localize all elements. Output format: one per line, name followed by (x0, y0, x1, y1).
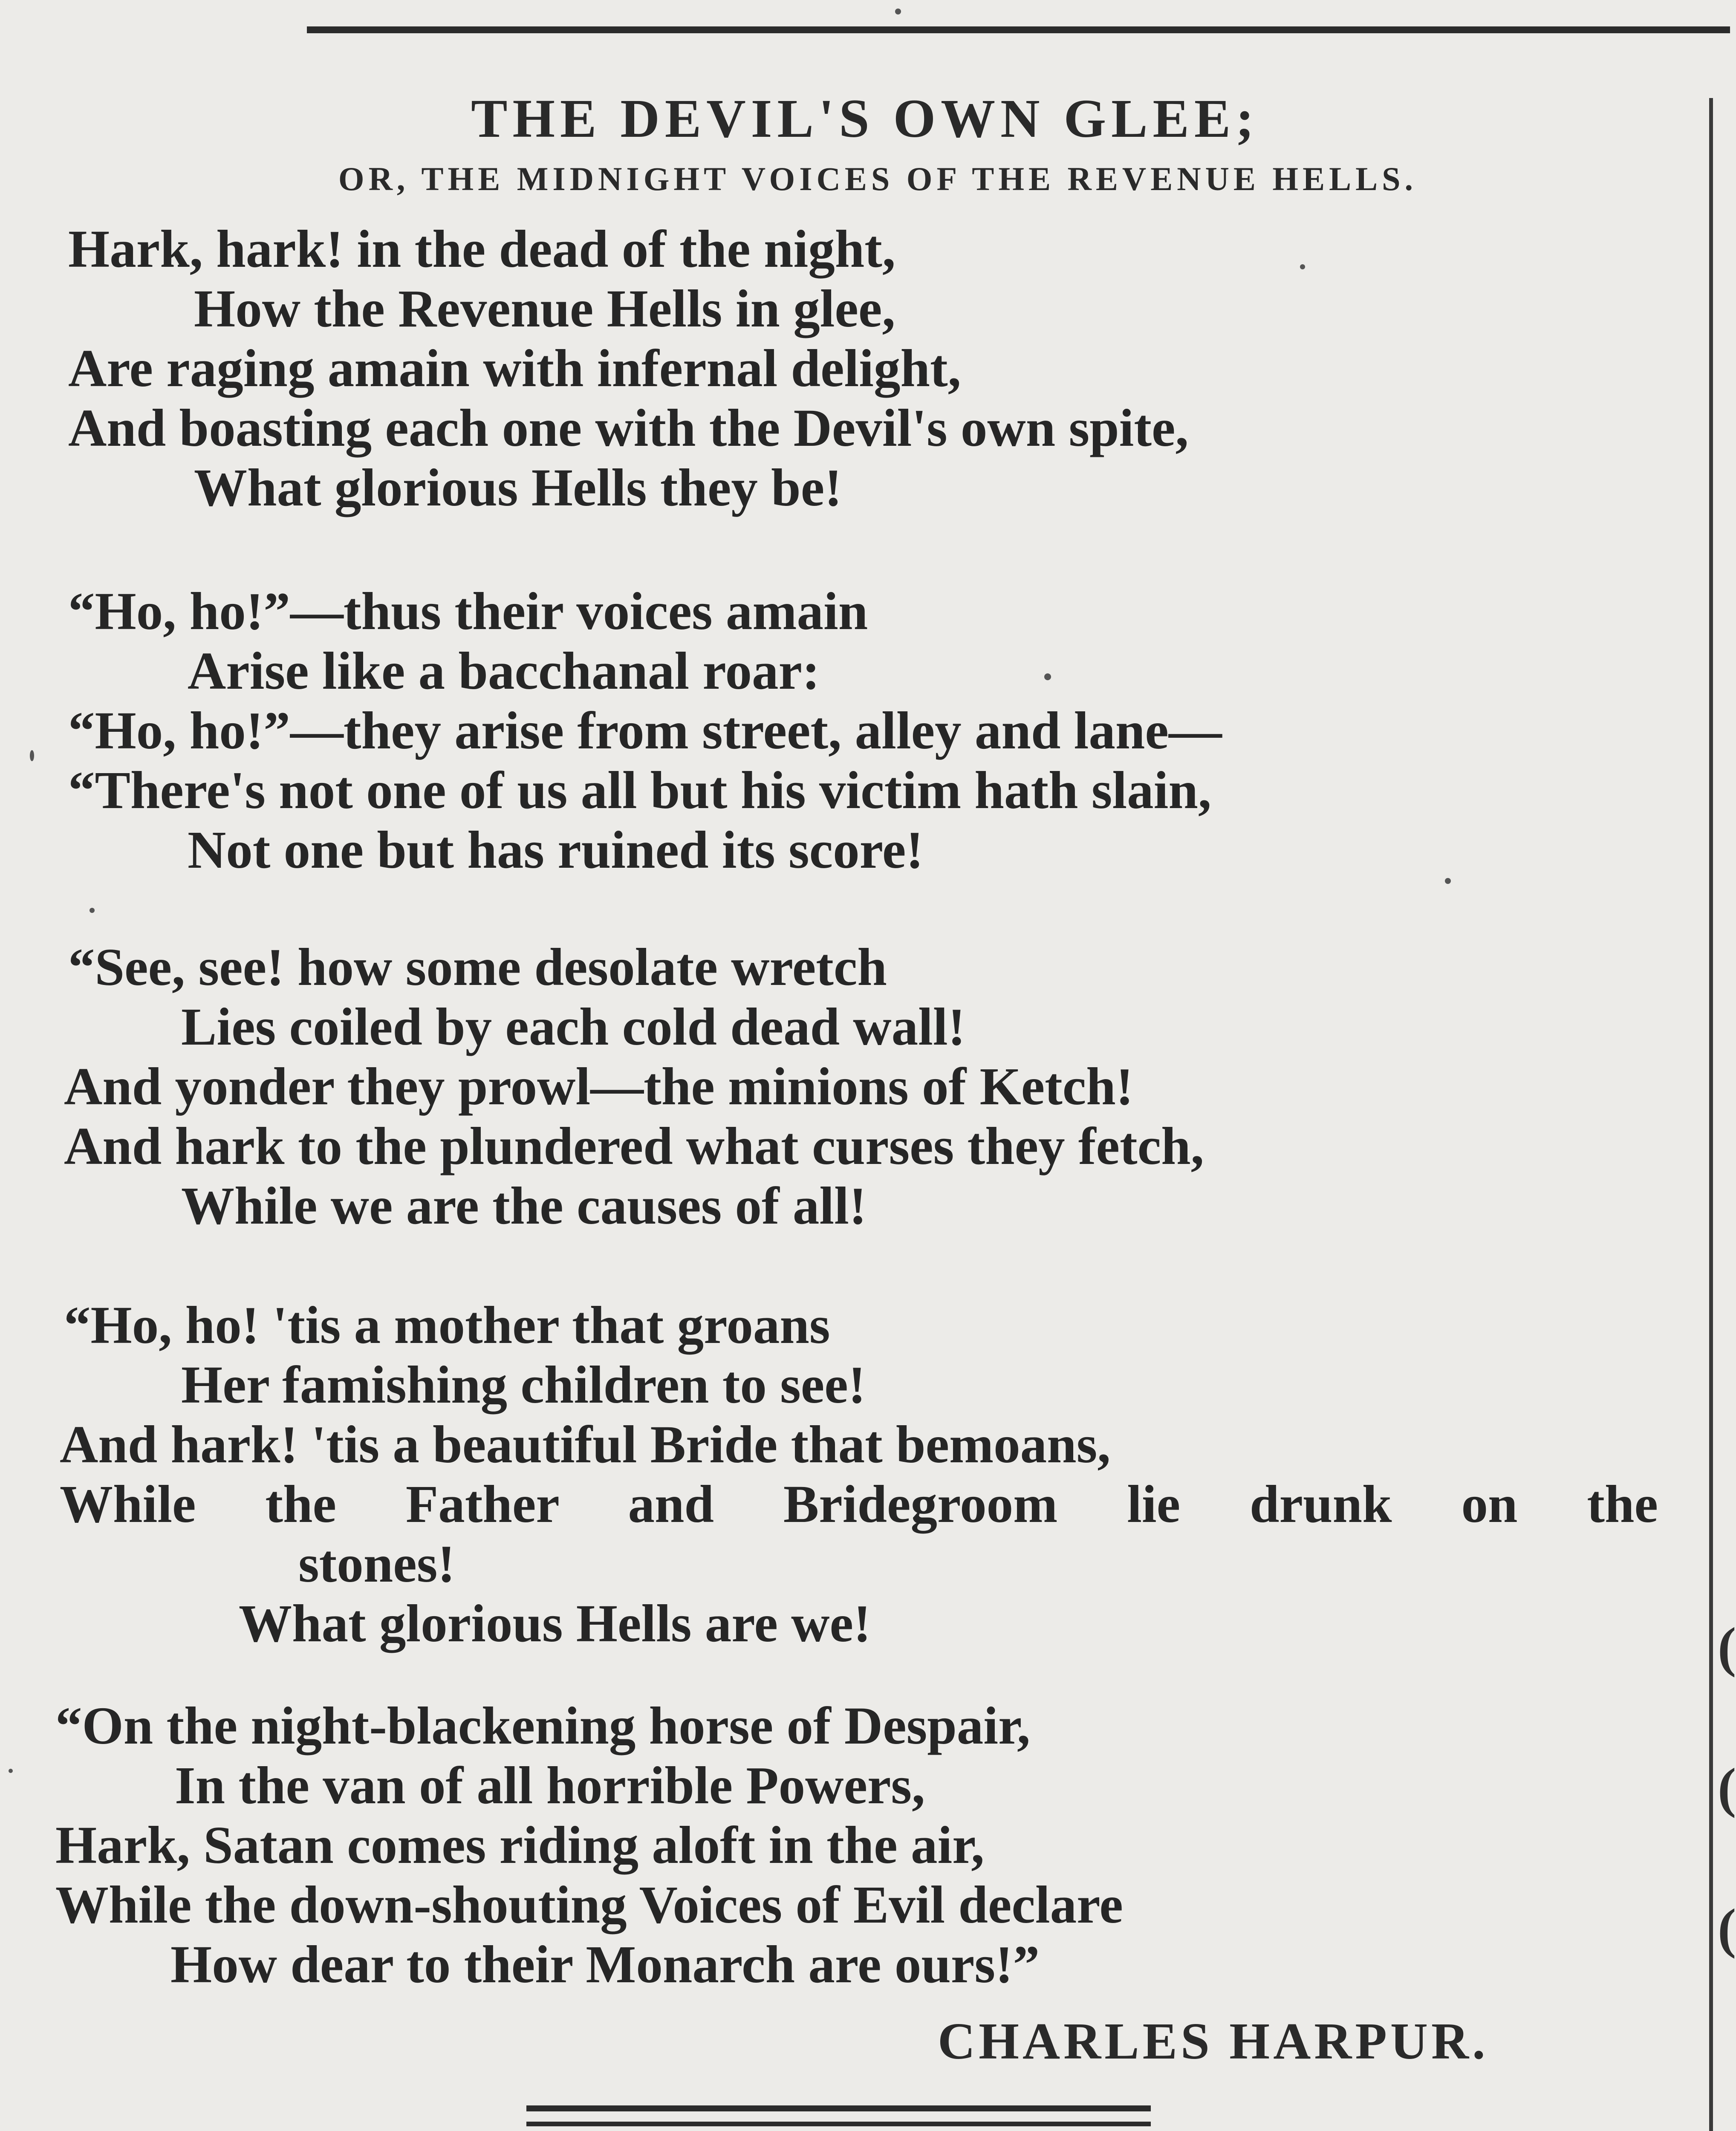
bottom-rule (526, 2105, 1151, 2111)
ink-speck (1300, 264, 1305, 269)
poem-line: Her famishing children to see! (181, 1356, 866, 1415)
poem-line: Arise like a bacchanal roar: (188, 642, 820, 701)
poem-line: And yonder they prowl—the minions of Ketch! (64, 1057, 1134, 1116)
poem-line: How dear to their Monarch are ours!” (170, 1935, 1040, 1994)
poem-line: While the Father and Bridegroom lie drunk on the (60, 1475, 1658, 1534)
poem-line: And boasting each one with the Devil's own spite, (68, 399, 1189, 458)
poem-line: What glorious Hells they be! (194, 459, 842, 517)
poem-line: Are raging amain with infernal delight, (68, 339, 961, 398)
poem-line-wrapper (60, 1475, 1658, 1534)
poem-line: “Ho, ho!”—they arise from street, alley and lane— (68, 702, 1222, 760)
column-divider-rule (1709, 98, 1713, 2131)
ink-speck (1445, 878, 1451, 884)
poem-title: THE DEVIL'S OWN GLEE; (471, 88, 1259, 149)
poem-line: Lies coiled by each cold dead wall! (181, 998, 966, 1057)
poem-line: While the down-shouting Voices of Evil declare (55, 1876, 1123, 1935)
poem-line: “See, see! how some desolate wretch (68, 938, 887, 997)
poem-line: “On the night-blackening horse of Despair, (55, 1697, 1031, 1756)
poem-line: And hark to the plundered what curses they fetch, (64, 1117, 1204, 1176)
poem-line: And hark! 'tis a beautiful Bride that bemoans, (60, 1415, 1111, 1474)
poem-line: Not one but has ruined its score! (188, 821, 924, 880)
poem-line: “There's not one of us all but his victim hath slain, (68, 761, 1212, 820)
adjacent-column-fragment: ( ( ( (1718, 1617, 1736, 1959)
poem-line: “Ho, ho! 'tis a mother that groans (64, 1296, 830, 1355)
poem-line: Hark, hark! in the dead of the night, (68, 220, 896, 279)
poem-line: stones! (298, 1535, 456, 1594)
ink-speck (1044, 673, 1051, 680)
ink-speck (90, 908, 95, 913)
ink-speck (895, 9, 901, 14)
author-signature: CHARLES HARPUR. (938, 2013, 1489, 2070)
ink-speck (30, 750, 34, 761)
top-rule (307, 26, 1730, 33)
poem-subtitle: OR, THE MIDNIGHT VOICES OF THE REVENUE HELLS. (338, 160, 1418, 197)
poem-line: In the van of all horrible Powers, (175, 1756, 925, 1815)
poem-line: Hark, Satan comes riding aloft in the air, (55, 1816, 985, 1875)
ink-speck (9, 1769, 13, 1773)
bottom-rule-secondary (526, 2122, 1151, 2126)
poem-line: “Ho, ho!”—thus their voices amain (68, 582, 868, 641)
poem-line: While we are the causes of all! (181, 1177, 867, 1236)
poem-line: How the Revenue Hells in glee, (194, 280, 895, 338)
poem-line: What glorious Hells are we! (239, 1594, 871, 1653)
